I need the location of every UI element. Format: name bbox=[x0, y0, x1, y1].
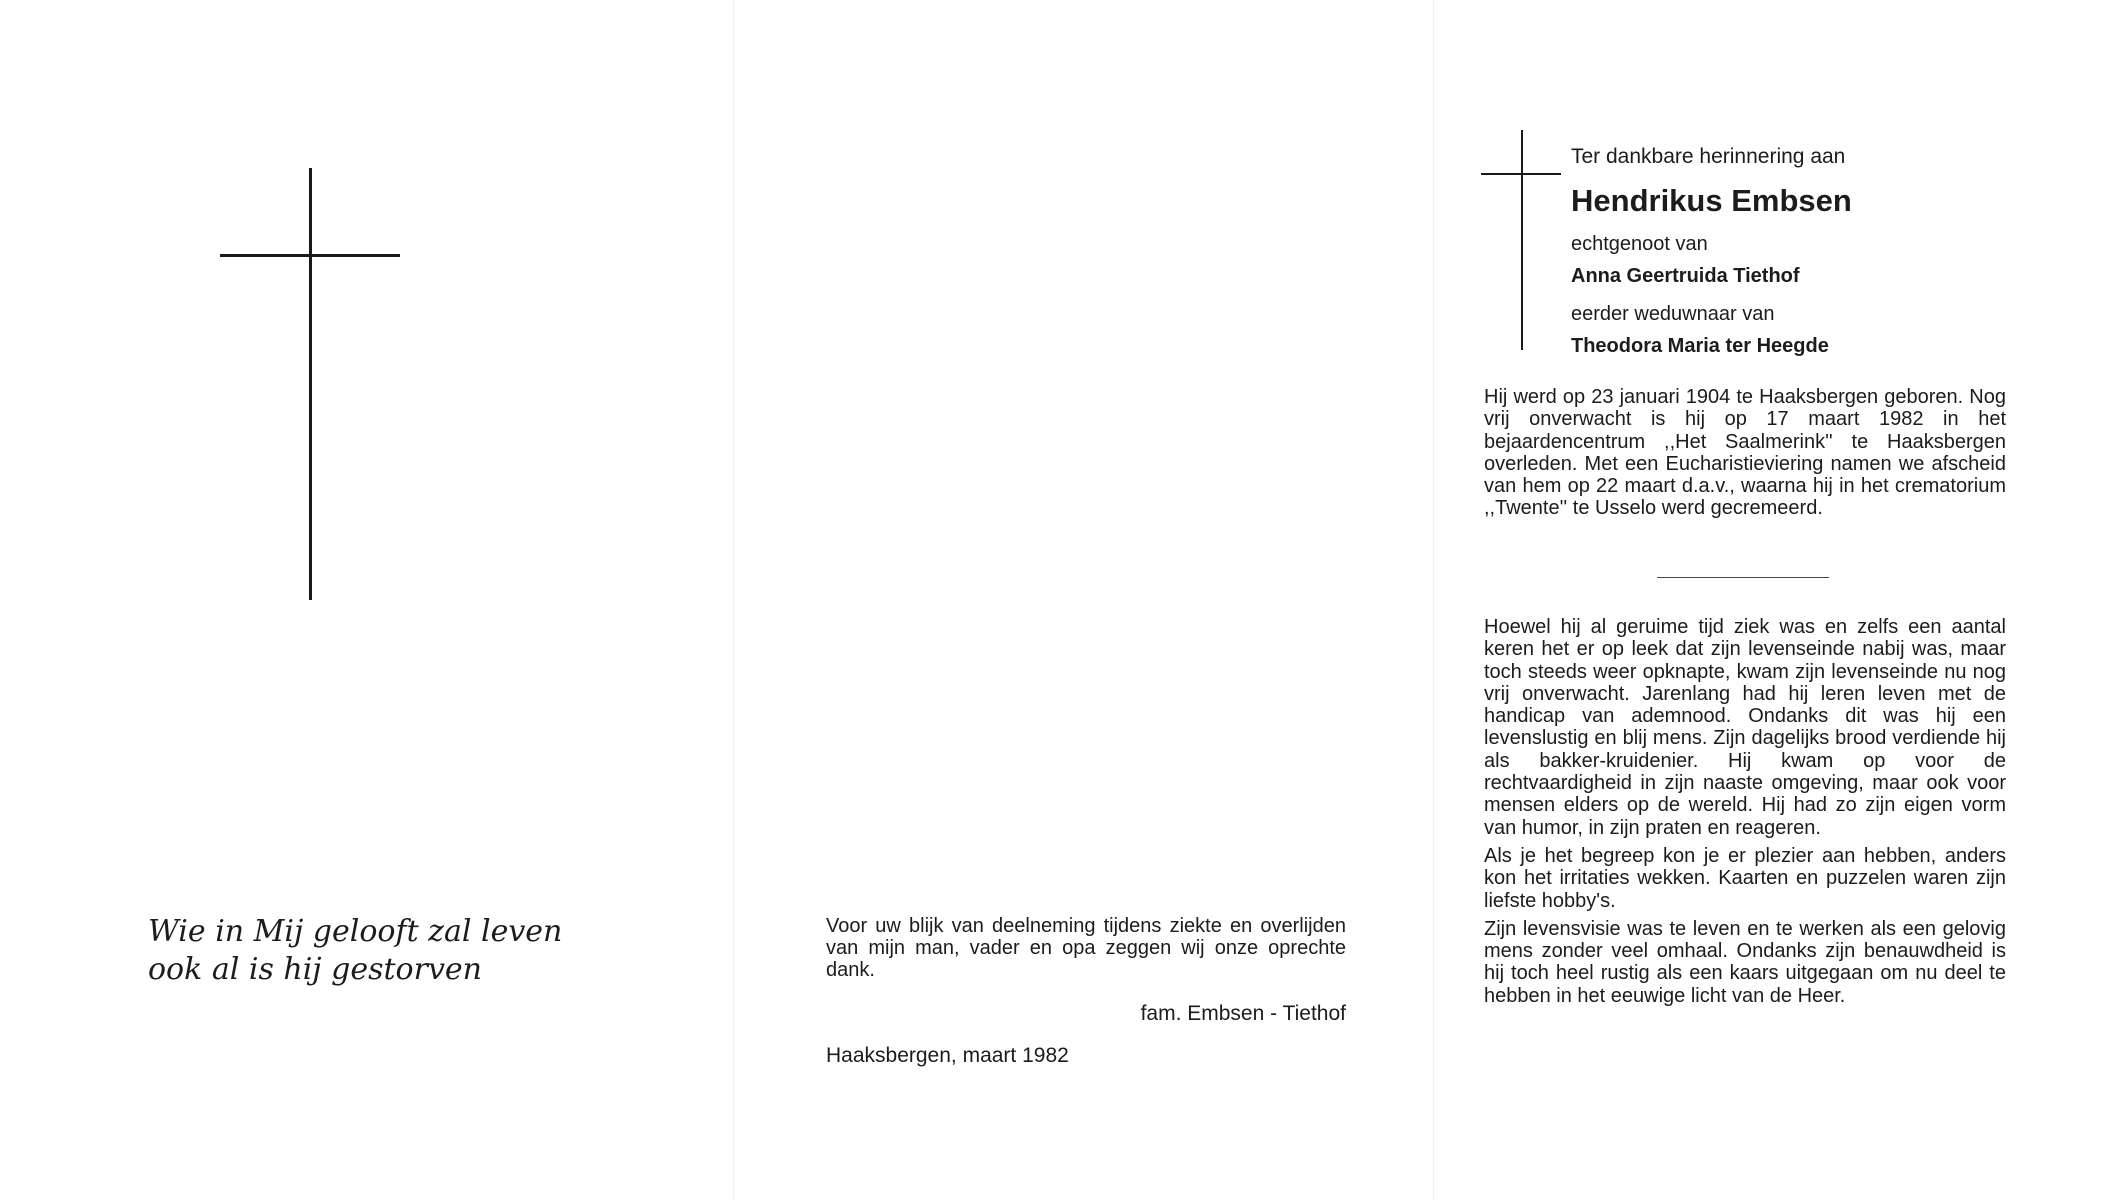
tribute-paragraph-1: Hoewel hij al geruime tijd ziek was en zelfs een aantal keren het er op leek dat zijn levenseinde nabij was, maar toch steeds weer opknapte, kwam zijn levenseinde nu nog vrij onverwacht. Jarenlang had hij leren leven met de handicap van ademnood. Ondanks dit was hij een levenslustig en blij mens. Zijn dagelijks brood verdiende hij als bakker-kruidenier. Hij kwam op voor de rechtvaardigheid in zijn naaste omgeving, maar ook voor mensen elders op de wereld. Hij had zo zijn eigen vorm van humor, in zijn praten en reageren. bbox=[1484, 616, 2006, 839]
small-cross-horizontal-bar bbox=[1481, 173, 1561, 175]
tribute-paragraph-3: Zijn levensvisie was te leven en te werken als een gelovig mens zonder veel omhaal. Ondanks zijn benauwdheid is hij toch heel rustig als een kaars uitgegaan om nu deel te hebben in het eeuwige licht van de Heer. bbox=[1484, 917, 2006, 1007]
place-date: Haaksbergen, maart 1982 bbox=[826, 1044, 1069, 1067]
left-panel bbox=[0, 0, 733, 1200]
tribute-text bbox=[1484, 616, 2006, 1013]
tribute-paragraph-2: Als je het begreep kon je er plezier aan hebben, anders kon het irritaties wekken. Kaarten en puzzelen waren zijn liefste hobby's. bbox=[1484, 844, 2006, 912]
former-spouse-name: Theodora Maria ter Heegde bbox=[1571, 335, 1829, 357]
deceased-name: Hendrikus Embsen bbox=[1571, 183, 1852, 218]
fold-line-right bbox=[1433, 0, 1434, 1200]
spouse-label: echtgenoot van bbox=[1571, 233, 1708, 255]
thanks-message: Voor uw blijk van deelneming tijdens ziekte en overlijden van mijn man, vader en opa zeggen wij onze oprechte dank. bbox=[826, 915, 1346, 981]
widower-label: eerder weduwnaar van bbox=[1571, 303, 1775, 325]
scripture-verse bbox=[148, 913, 562, 989]
memorial-header bbox=[1571, 142, 1852, 360]
family-signature: fam. Embsen - Tiethof bbox=[1140, 1002, 1346, 1025]
spouse-name: Anna Geertruida Tiethof bbox=[1571, 265, 1800, 287]
large-cross-vertical-bar bbox=[309, 168, 312, 600]
memorial-intro: Ter dankbare herinnering aan bbox=[1571, 145, 1846, 168]
large-cross-horizontal-bar bbox=[220, 254, 400, 257]
verse-line-2: ook al is hij gestorven bbox=[148, 952, 482, 987]
small-cross-vertical-bar bbox=[1521, 130, 1523, 350]
section-divider bbox=[1657, 577, 1829, 578]
fold-line-left bbox=[733, 0, 734, 1200]
verse-line-1: Wie in Mij gelooft zal leven bbox=[148, 914, 563, 949]
biography-paragraph: Hij werd op 23 januari 1904 te Haaksbergen geboren. Nog vrij onverwacht is hij op 17 maart 1982 in het bejaardencentrum ,,Het Saalmerink'' te Haaksbergen overleden. Met een Eucharistieviering namen we afscheid van hem op 22 maart d.a.v., waarna hij in het crematorium ,,Twente'' te Usselo werd gecremeerd. bbox=[1484, 386, 2006, 520]
